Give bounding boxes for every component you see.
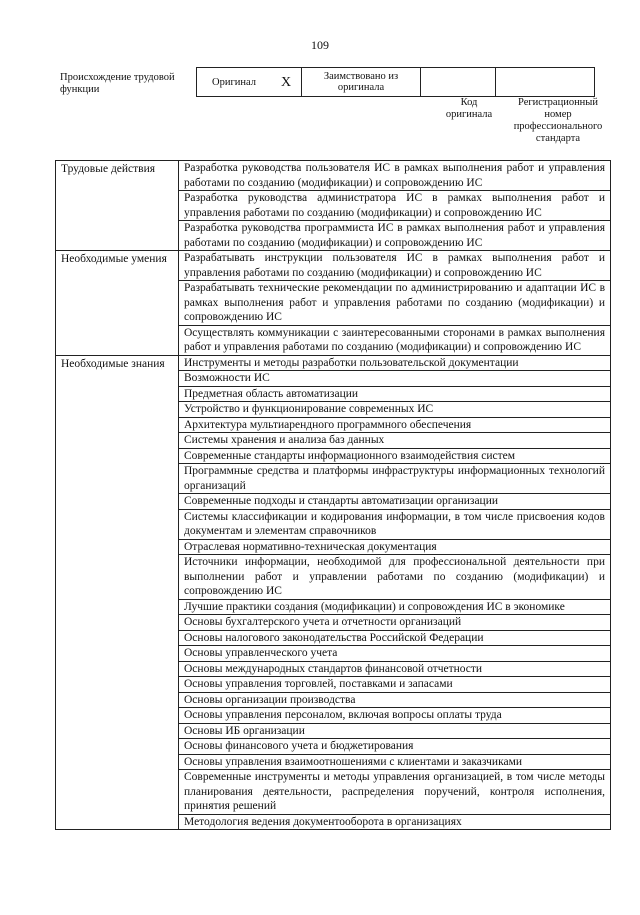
- list-item: Основы управления персоналом, включая вопросы оплаты труда: [179, 708, 611, 724]
- list-item: Устройство и функционирование современных ИС: [179, 402, 611, 418]
- list-item: Разработка руководства программиста ИС в рамках выполнения работ и управления работами по созданию (модификации) и сопровождению ИС: [179, 221, 611, 251]
- original-cell: Оригинал: [197, 68, 272, 97]
- list-item: Основы управления торговлей, поставками и запасами: [179, 677, 611, 693]
- section-title-required-skills: Необходимые умения: [56, 251, 179, 356]
- code-caption: Код оригинала: [445, 97, 493, 120]
- code-cell: [421, 68, 496, 97]
- list-item: Разрабатывать инструкции пользователя ИС в рамках выполнения работ и управления работами по созданию (модификации) и сопровождению ИС: [179, 251, 611, 281]
- list-item: Лучшие практики создания (модификации) и сопровождения ИС в экономике: [179, 599, 611, 615]
- list-item: Осуществлять коммуникации с заинтересованными сторонами в рамках выполнения работ и управления работами по созданию (модификации) и сопровождению ИС: [179, 325, 611, 355]
- list-item: Разработка руководства пользователя ИС в рамках выполнения работ и управления работами по созданию (модификации) и сопровождению ИС: [179, 161, 611, 191]
- list-item: Основы организации производства: [179, 692, 611, 708]
- table-row: [56, 251, 611, 281]
- function-details-table: [55, 160, 611, 830]
- section-title-labor-actions: Трудовые действия: [56, 161, 179, 251]
- list-item: Основы международных стандартов финансовой отчетности: [179, 661, 611, 677]
- list-item: Источники информации, необходимой для профессиональной деятельности при выполнении работ и управлении работами по созданию (модификации) и сопровождению ИС: [179, 555, 611, 600]
- list-item: Основы управления взаимоотношениями с клиентами и заказчиками: [179, 754, 611, 770]
- list-item: Основы налогового законодательства Российской Федерации: [179, 630, 611, 646]
- list-item: Архитектура мультиарендного программного обеспечения: [179, 417, 611, 433]
- list-item: Современные стандарты информационного взаимодействия систем: [179, 448, 611, 464]
- section-title-required-knowledge: Необходимые знания: [56, 355, 179, 830]
- list-item: Разрабатывать технические рекомендации по администрированию и адаптации ИС в рамках выполнения работ и управления работами по созданию (модификации) и сопровождению ИС: [179, 281, 611, 326]
- list-item: Основы финансового учета и бюджетирования: [179, 739, 611, 755]
- list-item: Методология ведения документооборота в организациях: [179, 814, 611, 830]
- list-item: Системы хранения и анализа баз данных: [179, 433, 611, 449]
- list-item: Современные подходы и стандарты автоматизации организации: [179, 494, 611, 510]
- list-item: Программные средства и платформы инфраструктуры информационных технологий организаций: [179, 464, 611, 494]
- reg-number-cell: [496, 68, 595, 97]
- list-item: Инструменты и методы разработки пользовательской документации: [179, 355, 611, 371]
- origin-label: Происхождение трудовой функции: [60, 72, 175, 95]
- list-item: Предметная область автоматизации: [179, 386, 611, 402]
- borrowed-cell: Заимствовано из оригинала: [302, 68, 421, 97]
- table-row: [56, 161, 611, 191]
- origin-table: [196, 67, 595, 97]
- list-item: Основы ИБ организации: [179, 723, 611, 739]
- list-item: Возможности ИС: [179, 371, 611, 387]
- list-item: Современные инструменты и методы управления организацией, в том числе методы планирования деятельности, распределения поручений, контроля исполнения, принятия решений: [179, 770, 611, 815]
- original-mark: X: [271, 68, 302, 97]
- list-item: Разработка руководства администратора ИС в рамках выполнения работ и управления работами по созданию (модификации) и сопровождению ИС: [179, 191, 611, 221]
- list-item: Основы управленческого учета: [179, 646, 611, 662]
- table-row: [56, 355, 611, 371]
- list-item: Основы бухгалтерского учета и отчетности организаций: [179, 615, 611, 631]
- list-item: Отраслевая нормативно-техническая документация: [179, 539, 611, 555]
- reg-number-caption: Регистрационный номер профессионального стандарта: [513, 97, 603, 144]
- page-number: 109: [311, 38, 329, 52]
- list-item: Системы классификации и кодирования информации, в том числе присвоения кодов документам и элементам справочников: [179, 509, 611, 539]
